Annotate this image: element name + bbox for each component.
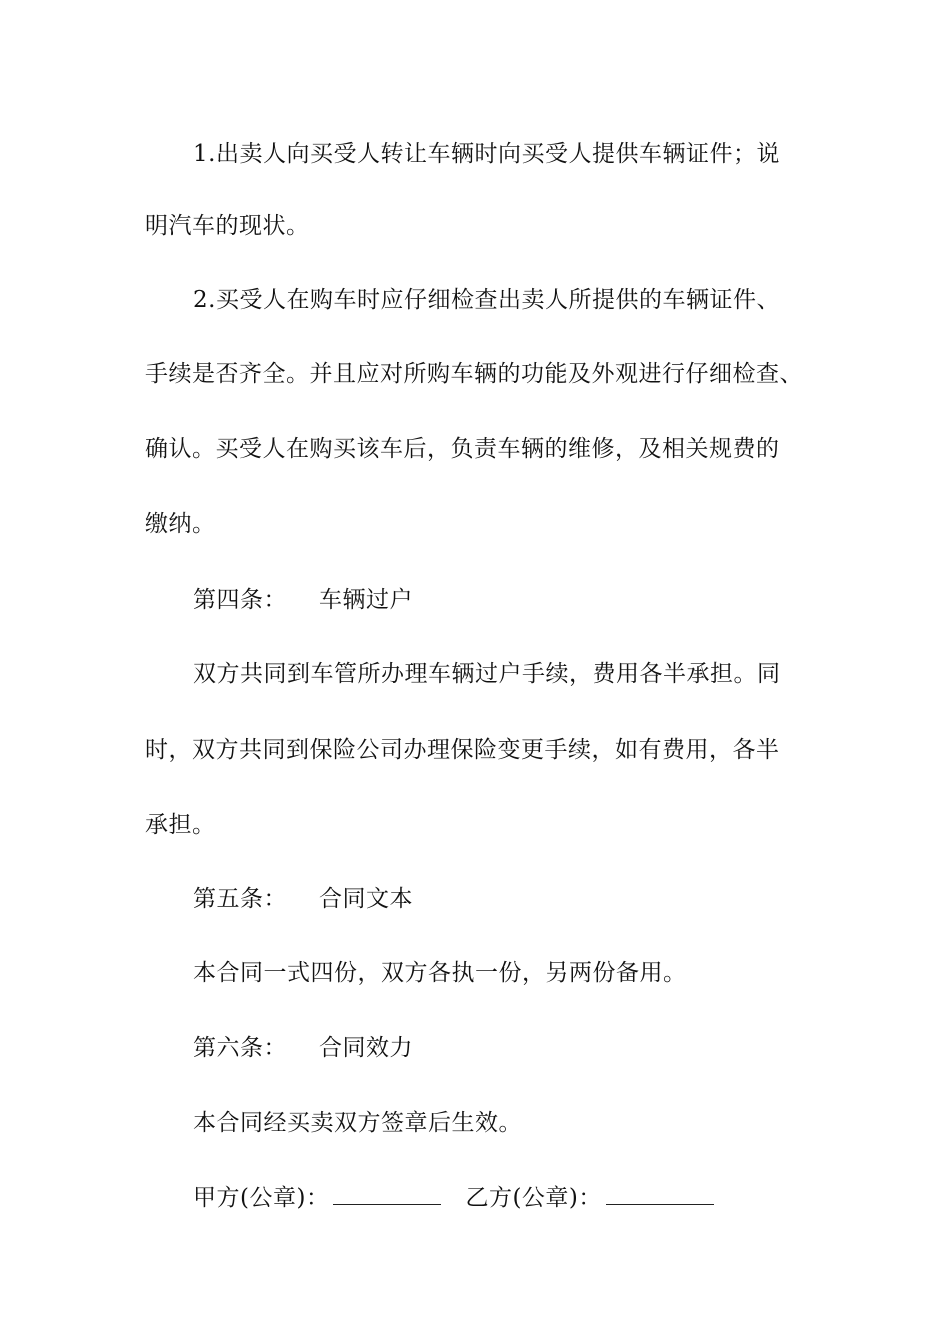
party-b-label: 乙方(公章)： bbox=[465, 1185, 602, 1211]
signature-line bbox=[193, 1182, 883, 1213]
article-4-line-2: 时，双方共同到保险公司办理保险变更手续，如有费用，各半 bbox=[145, 737, 780, 763]
article-5-number: 第五条： bbox=[193, 886, 287, 912]
article-5-title: 合同文本 bbox=[319, 886, 413, 912]
article-4-line-3: 承担。 bbox=[145, 812, 216, 838]
clause-item-2-line-1: 2.买受人在购车时应仔细检查出卖人所提供的车辆证件、 bbox=[193, 287, 780, 313]
clause-item-2-line-4: 缴纳。 bbox=[145, 511, 216, 537]
party-a-signature-blank[interactable] bbox=[333, 1182, 441, 1205]
article-4-line-1: 双方共同到车管所办理车辆过户手续，费用各半承担。同 bbox=[193, 661, 781, 687]
article-6-heading bbox=[193, 1033, 883, 1063]
clause-item-1-line-1: 1.出卖人向买受人转让车辆时向买受人提供车辆证件；说 bbox=[193, 141, 780, 167]
clause-item-1-line-2: 明汽车的现状。 bbox=[145, 213, 310, 239]
article-6-number: 第六条： bbox=[193, 1035, 287, 1061]
article-4-title: 车辆过户 bbox=[319, 587, 413, 613]
article-6-title: 合同效力 bbox=[319, 1035, 413, 1061]
article-4-number: 第四条： bbox=[193, 587, 287, 613]
clause-item-2-line-2: 手续是否齐全。并且应对所购车辆的功能及外观进行仔细检查、 bbox=[145, 361, 803, 387]
party-a-label: 甲方(公章)： bbox=[193, 1185, 330, 1211]
article-6-line-1: 本合同经买卖双方签章后生效。 bbox=[193, 1110, 522, 1136]
clause-item-2-line-3: 确认。买受人在购买该车后，负责车辆的维修，及相关规费的 bbox=[145, 436, 780, 462]
article-5-heading bbox=[193, 884, 883, 914]
party-b-signature-blank[interactable] bbox=[606, 1182, 714, 1205]
article-5-line-1: 本合同一式四份，双方各执一份，另两份备用。 bbox=[193, 960, 687, 986]
article-4-heading bbox=[193, 585, 883, 615]
